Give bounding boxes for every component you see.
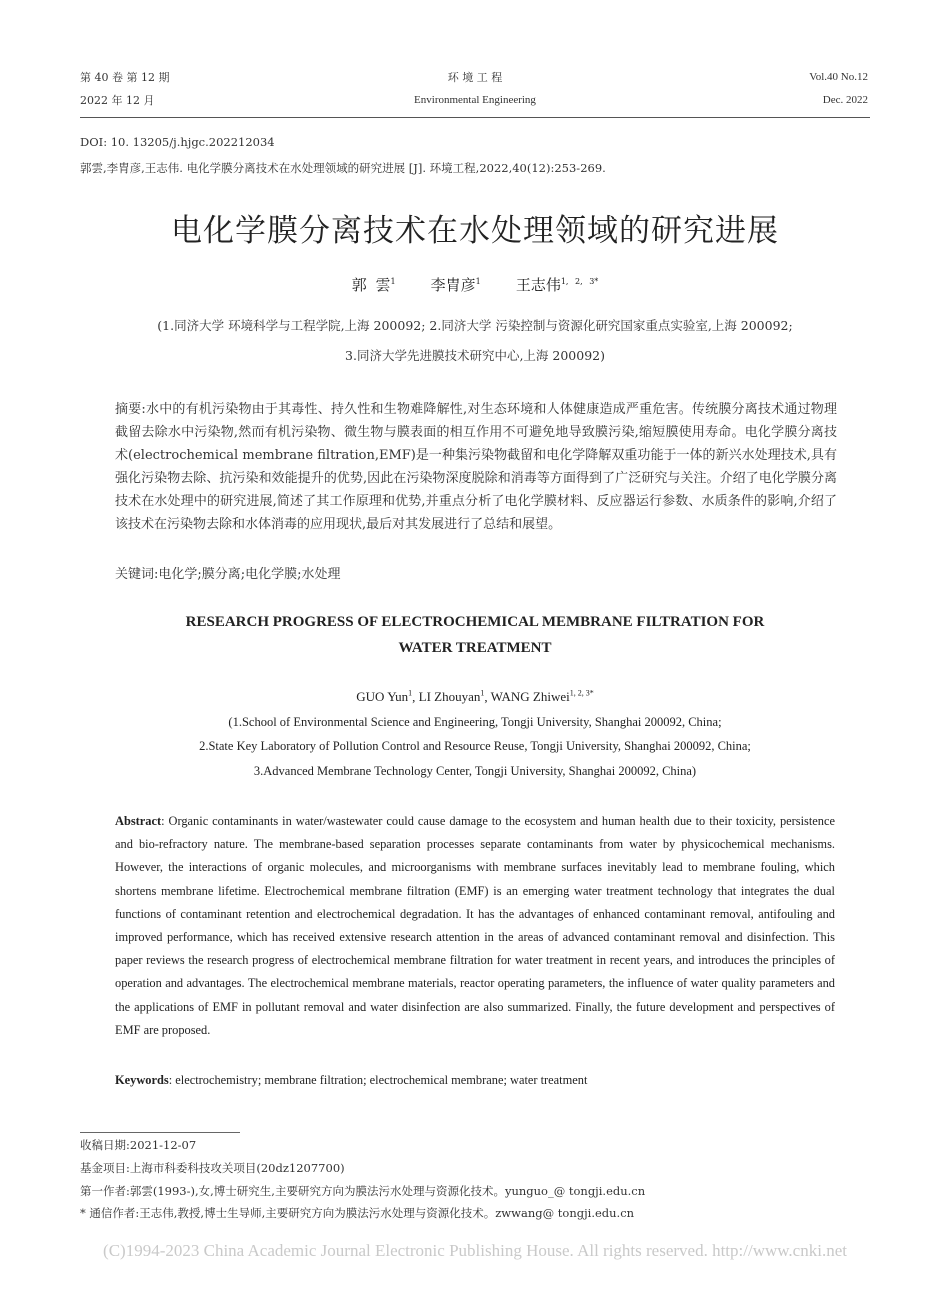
footnote-rule: [80, 1132, 240, 1133]
authors-en: GUO Yun$^1$, LI Zhouyan$^1$, WANG Zhiwei$^{1, 2, 3*}$: [356, 689, 594, 705]
author-1-cn: 郭 雲$^1$: [351, 276, 396, 294]
keywords-cn: 关键词:电化学;膜分离;电化学膜;水处理: [115, 567, 341, 582]
title-en-line-1: RESEARCH PROGRESS OF ELECTROCHEMICAL MEMBRANE FILTRATION FOR: [185, 614, 765, 630]
footnote-corresponding: * 通信作者:王志伟,教授,博士生导师,主要研究方向为膜法污水处理与资源化技术。zwwang@ tongji.edu.cn: [80, 1206, 635, 1220]
title-cn: 电化学膜分离技术在水处理领域的研究进展: [171, 213, 779, 249]
author-3-cn: 王志伟$^{1, 2, 3*}$: [515, 276, 599, 294]
header-volume-cn: 第 40 卷 第 12 期 2022 年 12 月: [80, 71, 170, 107]
keywords-en: Keywords: electrochemistry; membrane filtration; electrochemical membrane; water treatment: [115, 1073, 588, 1087]
footnote-received: 收稿日期:2021-12-07: [80, 1138, 197, 1152]
affiliation-en-line-1: (1.School of Environmental Science and Engineering, Tongji University, Shanghai 200092, China;: [228, 715, 722, 729]
affiliation-cn-line-1: (1.同济大学 环境科学与工程学院,上海 200092; 2.同济大学 污染控制与资源化研究国家重点实验室,上海 200092;: [157, 318, 793, 333]
keywords-en-label: Keywords: [115, 1073, 169, 1087]
header-rule: [80, 117, 870, 118]
affiliation-en-line-3: 3.Advanced Membrane Technology Center, Tongji University, Shanghai 200092, China): [253, 764, 697, 778]
affiliation-cn-line-2: 3.同济大学先进膜技术研究中心,上海 200092): [345, 348, 605, 363]
footnote-first-author: 第一作者:郭雲(1993-),女,博士研究生,主要研究方向为膜法污水处理与资源化技术。yunguo_@ tongji.edu.cn: [80, 1184, 646, 1198]
author-1-en: GUO Yun$^1$: [356, 689, 413, 705]
author-2-en: LI Zhouyan$^1$: [418, 689, 485, 705]
journal-name-cn: 环 境 工 程: [447, 71, 503, 84]
author-2-cn: 李胄彦$^1$: [430, 276, 481, 294]
abstract-en: Abstract: Organic contaminants in water/wastewater could cause damage to the ecosystem and human health due to their toxicity, persistence and bio-refractory nature. The membrane-based separation processes separate contaminants from water by physicochemical mechanisms. However, the interactions of organic molecules, and microorganisms with membrane surfaces inevitably lead to membrane fouling, which shortens membrane lifetime. Electrochemical membrane filtration (EMF) is an emerging water treatment technology that integrates the dual functions of contaminant retention and electrochemical degradation. It has the advantages of enhanced contaminant removal, antifouling and improved performance, which has received extensive research attention in the areas of advanced contaminant removal and disinfection. This paper reviews the research progress of electrochemical membrane filtration for water treatment in recent years, and introduces the principles of operation and advantages. The electrochemical membrane materials, reactor operating parameters, the influence of water quality parameters and the applications of EMF in pollutant removal and water disinfection are also summarized. Finally, the future development and perspectives of EMF are proposed.: [115, 814, 836, 1037]
abstract-cn: 摘要:水中的有机污染物由于其毒性、持久性和生物难降解性,对生态环境和人体健康造成严重危害。传统膜分离技术通过物理截留去除水中污染物,然而有机污染物、微生物与膜表面的相互作用不可避免地导致膜污染,缩短膜使用寿命。电化学膜分离技术(electrochemical membrane filtration,EMF)是一种集污染物截留和电化学降解双重功能于一体的新兴水处理技术,具有强化污染物去除、抗污染和效能提升的优势,因此在污染物深度脱除和消毒等方面得到了广泛研究与关注。介绍了电化学膜分离技术在水处理中的研究进展,简述了其工作原理和优势,并重点分析了电化学膜材料、反应器运行参数、水质条件的影响,介绍了该技术在污染物去除和水体消毒的应用现状,最后对其发展进行了总结和展望。: [115, 402, 837, 532]
author-3-en: WANG Zhiwei$^{1, 2, 3*}$: [490, 689, 594, 705]
authors-cn: [0, 274, 950, 295]
header-journal: [0, 66, 950, 112]
journal-name-en: Environmental Engineering: [414, 94, 536, 106]
citation: 郭雲,李胄彦,王志伟. 电化学膜分离技术在水处理领域的研究进展 [J]. 环境工程,2022,40(12):253-269.: [80, 161, 606, 175]
header-volume-en: Vol.40 No.12 Dec. 2022: [809, 71, 868, 106]
title-en-line-2: WATER TREATMENT: [398, 640, 552, 656]
doi: DOI: 10. 13205/j.hjgc.202212034: [80, 135, 275, 149]
footnote-fund: 基金项目:上海市科委科技攻关项目(20dz1207700): [80, 1161, 345, 1175]
cnki-watermark: (C)1994-2023 China Academic Journal Electronic Publishing House. All rights reserved. http://www.cnki.net: [103, 1241, 847, 1260]
abstract-en-label: Abstract: [115, 814, 162, 828]
affiliation-en-line-2: 2.State Key Laboratory of Pollution Control and Resource Reuse, Tongji University, Shanghai 200092, China;: [199, 739, 751, 753]
